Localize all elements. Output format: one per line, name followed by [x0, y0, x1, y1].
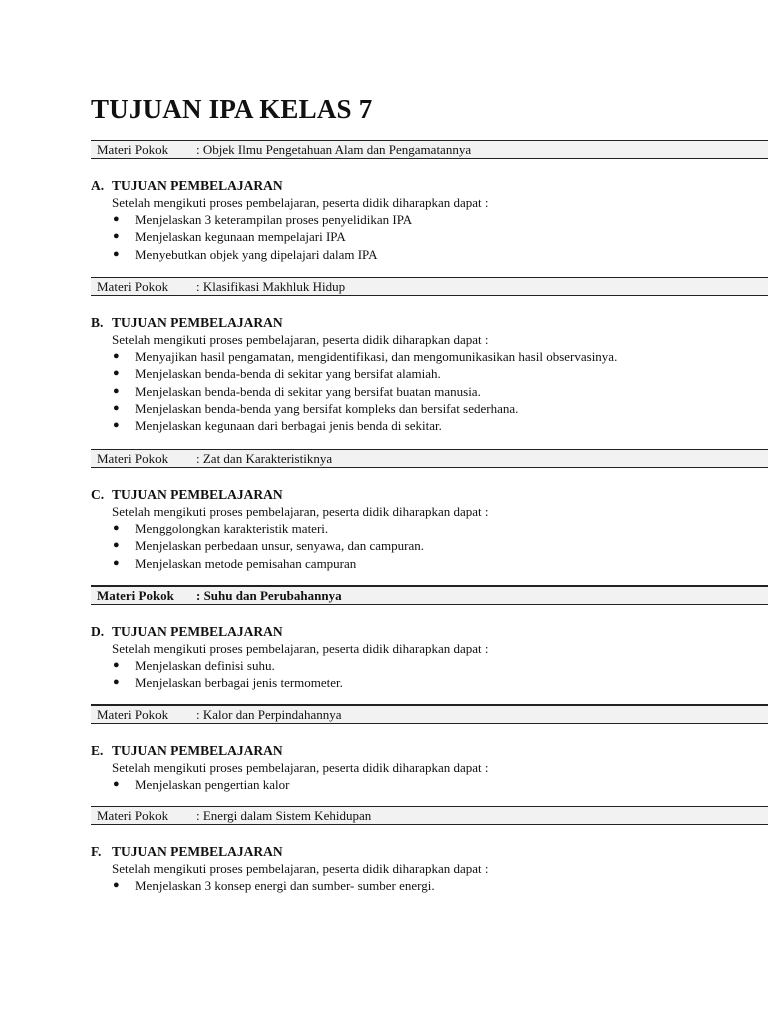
- section-heading-text: TUJUAN PEMBELAJARAN: [112, 844, 283, 859]
- materi-pokok-value: : Kalor dan Perpindahannya: [196, 707, 342, 722]
- bullet-icon: ●: [113, 247, 120, 260]
- bullet-icon: ●: [113, 879, 120, 891]
- section-intro: Setelah mengikuti proses pembelajaran, peserta didik diharapkan dapat :: [112, 760, 489, 775]
- objective-text: Menjelaskan benda-benda di sekitar yang bersifat buatan manusia.: [135, 383, 481, 399]
- section-letter: D.: [91, 624, 105, 639]
- section-letter: F.: [91, 844, 102, 859]
- section-letter: E.: [91, 743, 104, 758]
- materi-pokok-value: : Objek Ilmu Pengetahuan Alam dan Pengamatannya: [196, 142, 472, 157]
- objective-item: [91, 520, 768, 537]
- objective-list: [91, 211, 768, 263]
- bullet-icon: ●: [113, 539, 120, 552]
- materi-pokok-bar: [91, 704, 768, 724]
- objective-text: Menjelaskan benda-benda di sekitar yang bersifat alamiah.: [135, 366, 441, 382]
- objective-item: [91, 674, 768, 691]
- bullet-icon: ●: [113, 419, 120, 432]
- section-heading: [91, 742, 768, 759]
- materi-pokok-bar: [91, 585, 768, 605]
- section-e: [91, 704, 768, 793]
- materi-pokok-value: : Energi dalam Sistem Kehidupan: [196, 808, 372, 823]
- objective-item: [91, 228, 768, 245]
- materi-pokok-label: Materi Pokok: [97, 142, 169, 157]
- section-c: [91, 449, 768, 572]
- materi-pokok-label: Materi Pokok: [97, 808, 169, 823]
- objective-text: Menjelaskan perbedaan unsur, senyawa, dan campuran.: [135, 538, 424, 554]
- section-letter: A.: [91, 178, 105, 193]
- materi-pokok-bar: [91, 140, 768, 159]
- objective-item: [91, 383, 768, 400]
- objective-text: Menjelaskan definisi suhu.: [135, 658, 275, 673]
- materi-pokok-bar: [91, 449, 768, 468]
- objective-list: [91, 348, 768, 434]
- section-intro: Setelah mengikuti proses pembelajaran, peserta didik diharapkan dapat :: [112, 861, 489, 876]
- section-d: [91, 585, 768, 692]
- objective-text: Menjelaskan kegunaan mempelajari IPA: [135, 229, 346, 245]
- bullet-icon: ●: [113, 230, 120, 243]
- bullet-icon: ●: [113, 401, 120, 414]
- objective-item: [91, 555, 768, 572]
- section-heading-text: TUJUAN PEMBELAJARAN: [112, 315, 283, 330]
- bullet-icon: ●: [113, 522, 120, 534]
- objective-text: Menggolongkan karakteristik materi.: [135, 521, 329, 536]
- bullet-icon: ●: [113, 556, 120, 569]
- section-heading: [91, 314, 768, 331]
- objective-item: [91, 348, 768, 365]
- objective-text: Menjelaskan 3 konsep energi dan sumber- sumber energi.: [135, 878, 435, 893]
- objective-text: Menyebutkan objek yang dipelajari dalam IPA: [135, 246, 378, 262]
- objective-list: [91, 657, 768, 692]
- section-heading: [91, 486, 768, 503]
- section-intro: Setelah mengikuti proses pembelajaran, peserta didik diharapkan dapat :: [112, 641, 489, 656]
- objective-item: [91, 365, 768, 382]
- section-heading: [91, 843, 768, 860]
- objective-item: [91, 537, 768, 554]
- objective-item: [91, 246, 768, 263]
- bullet-icon: ●: [113, 778, 120, 790]
- section-letter: C.: [91, 487, 105, 502]
- bullet-icon: ●: [113, 384, 120, 397]
- section-b: [91, 277, 768, 434]
- bullet-icon: ●: [113, 659, 120, 671]
- objective-item: [91, 417, 768, 434]
- objective-item: [91, 211, 768, 228]
- section-heading: [91, 177, 768, 194]
- section-heading-text: TUJUAN PEMBELAJARAN: [112, 624, 283, 639]
- section-intro: Setelah mengikuti proses pembelajaran, peserta didik diharapkan dapat :: [112, 332, 489, 347]
- objective-item: [91, 776, 768, 793]
- section-heading-text: TUJUAN PEMBELAJARAN: [112, 743, 283, 758]
- objective-list: [91, 776, 768, 793]
- objective-text: Menjelaskan benda-benda yang bersifat kompleks dan bersifat sederhana.: [135, 400, 519, 416]
- objective-list: [91, 877, 768, 894]
- objective-text: Menjelaskan 3 keterampilan proses penyelidikan IPA: [135, 212, 413, 227]
- materi-pokok-label: Materi Pokok: [97, 451, 169, 466]
- materi-pokok-value: : Suhu dan Perubahannya: [196, 588, 342, 603]
- materi-pokok-bar: [91, 277, 768, 296]
- objective-text: Menjelaskan pengertian kalor: [135, 777, 290, 792]
- section-heading-text: TUJUAN PEMBELAJARAN: [112, 487, 283, 502]
- objective-text: Menyajikan hasil pengamatan, mengidentifikasi, dan mengomunikasikan hasil observasinya.: [135, 349, 618, 364]
- materi-pokok-label: Materi Pokok: [97, 707, 169, 722]
- page-title: TUJUAN IPA KELAS 7: [91, 94, 373, 124]
- materi-pokok-label: Materi Pokok: [97, 588, 174, 603]
- section-heading-text: TUJUAN PEMBELAJARAN: [112, 178, 283, 193]
- materi-pokok-label: Materi Pokok: [97, 279, 169, 294]
- objective-item: [91, 877, 768, 894]
- materi-pokok-value: : Klasifikasi Makhluk Hidup: [196, 279, 346, 294]
- bullet-icon: ●: [113, 350, 120, 362]
- objective-text: Menjelaskan kegunaan dari berbagai jenis benda di sekitar.: [135, 418, 442, 434]
- objective-item: [91, 657, 768, 674]
- objective-list: [91, 520, 768, 572]
- section-letter: B.: [91, 315, 104, 330]
- objective-text: Menjelaskan metode pemisahan campuran: [135, 555, 357, 571]
- section-heading: [91, 623, 768, 640]
- section-f: [91, 806, 768, 894]
- bullet-icon: ●: [113, 367, 120, 380]
- materi-pokok-bar: [91, 806, 768, 825]
- section-a: [91, 140, 768, 263]
- materi-pokok-value: : Zat dan Karakteristiknya: [196, 451, 333, 466]
- objective-text: Menjelaskan berbagai jenis termometer.: [135, 675, 343, 691]
- bullet-icon: ●: [113, 676, 120, 689]
- bullet-icon: ●: [113, 213, 120, 225]
- objective-item: [91, 400, 768, 417]
- section-intro: Setelah mengikuti proses pembelajaran, peserta didik diharapkan dapat :: [112, 504, 489, 519]
- section-intro: Setelah mengikuti proses pembelajaran, peserta didik diharapkan dapat :: [112, 195, 489, 210]
